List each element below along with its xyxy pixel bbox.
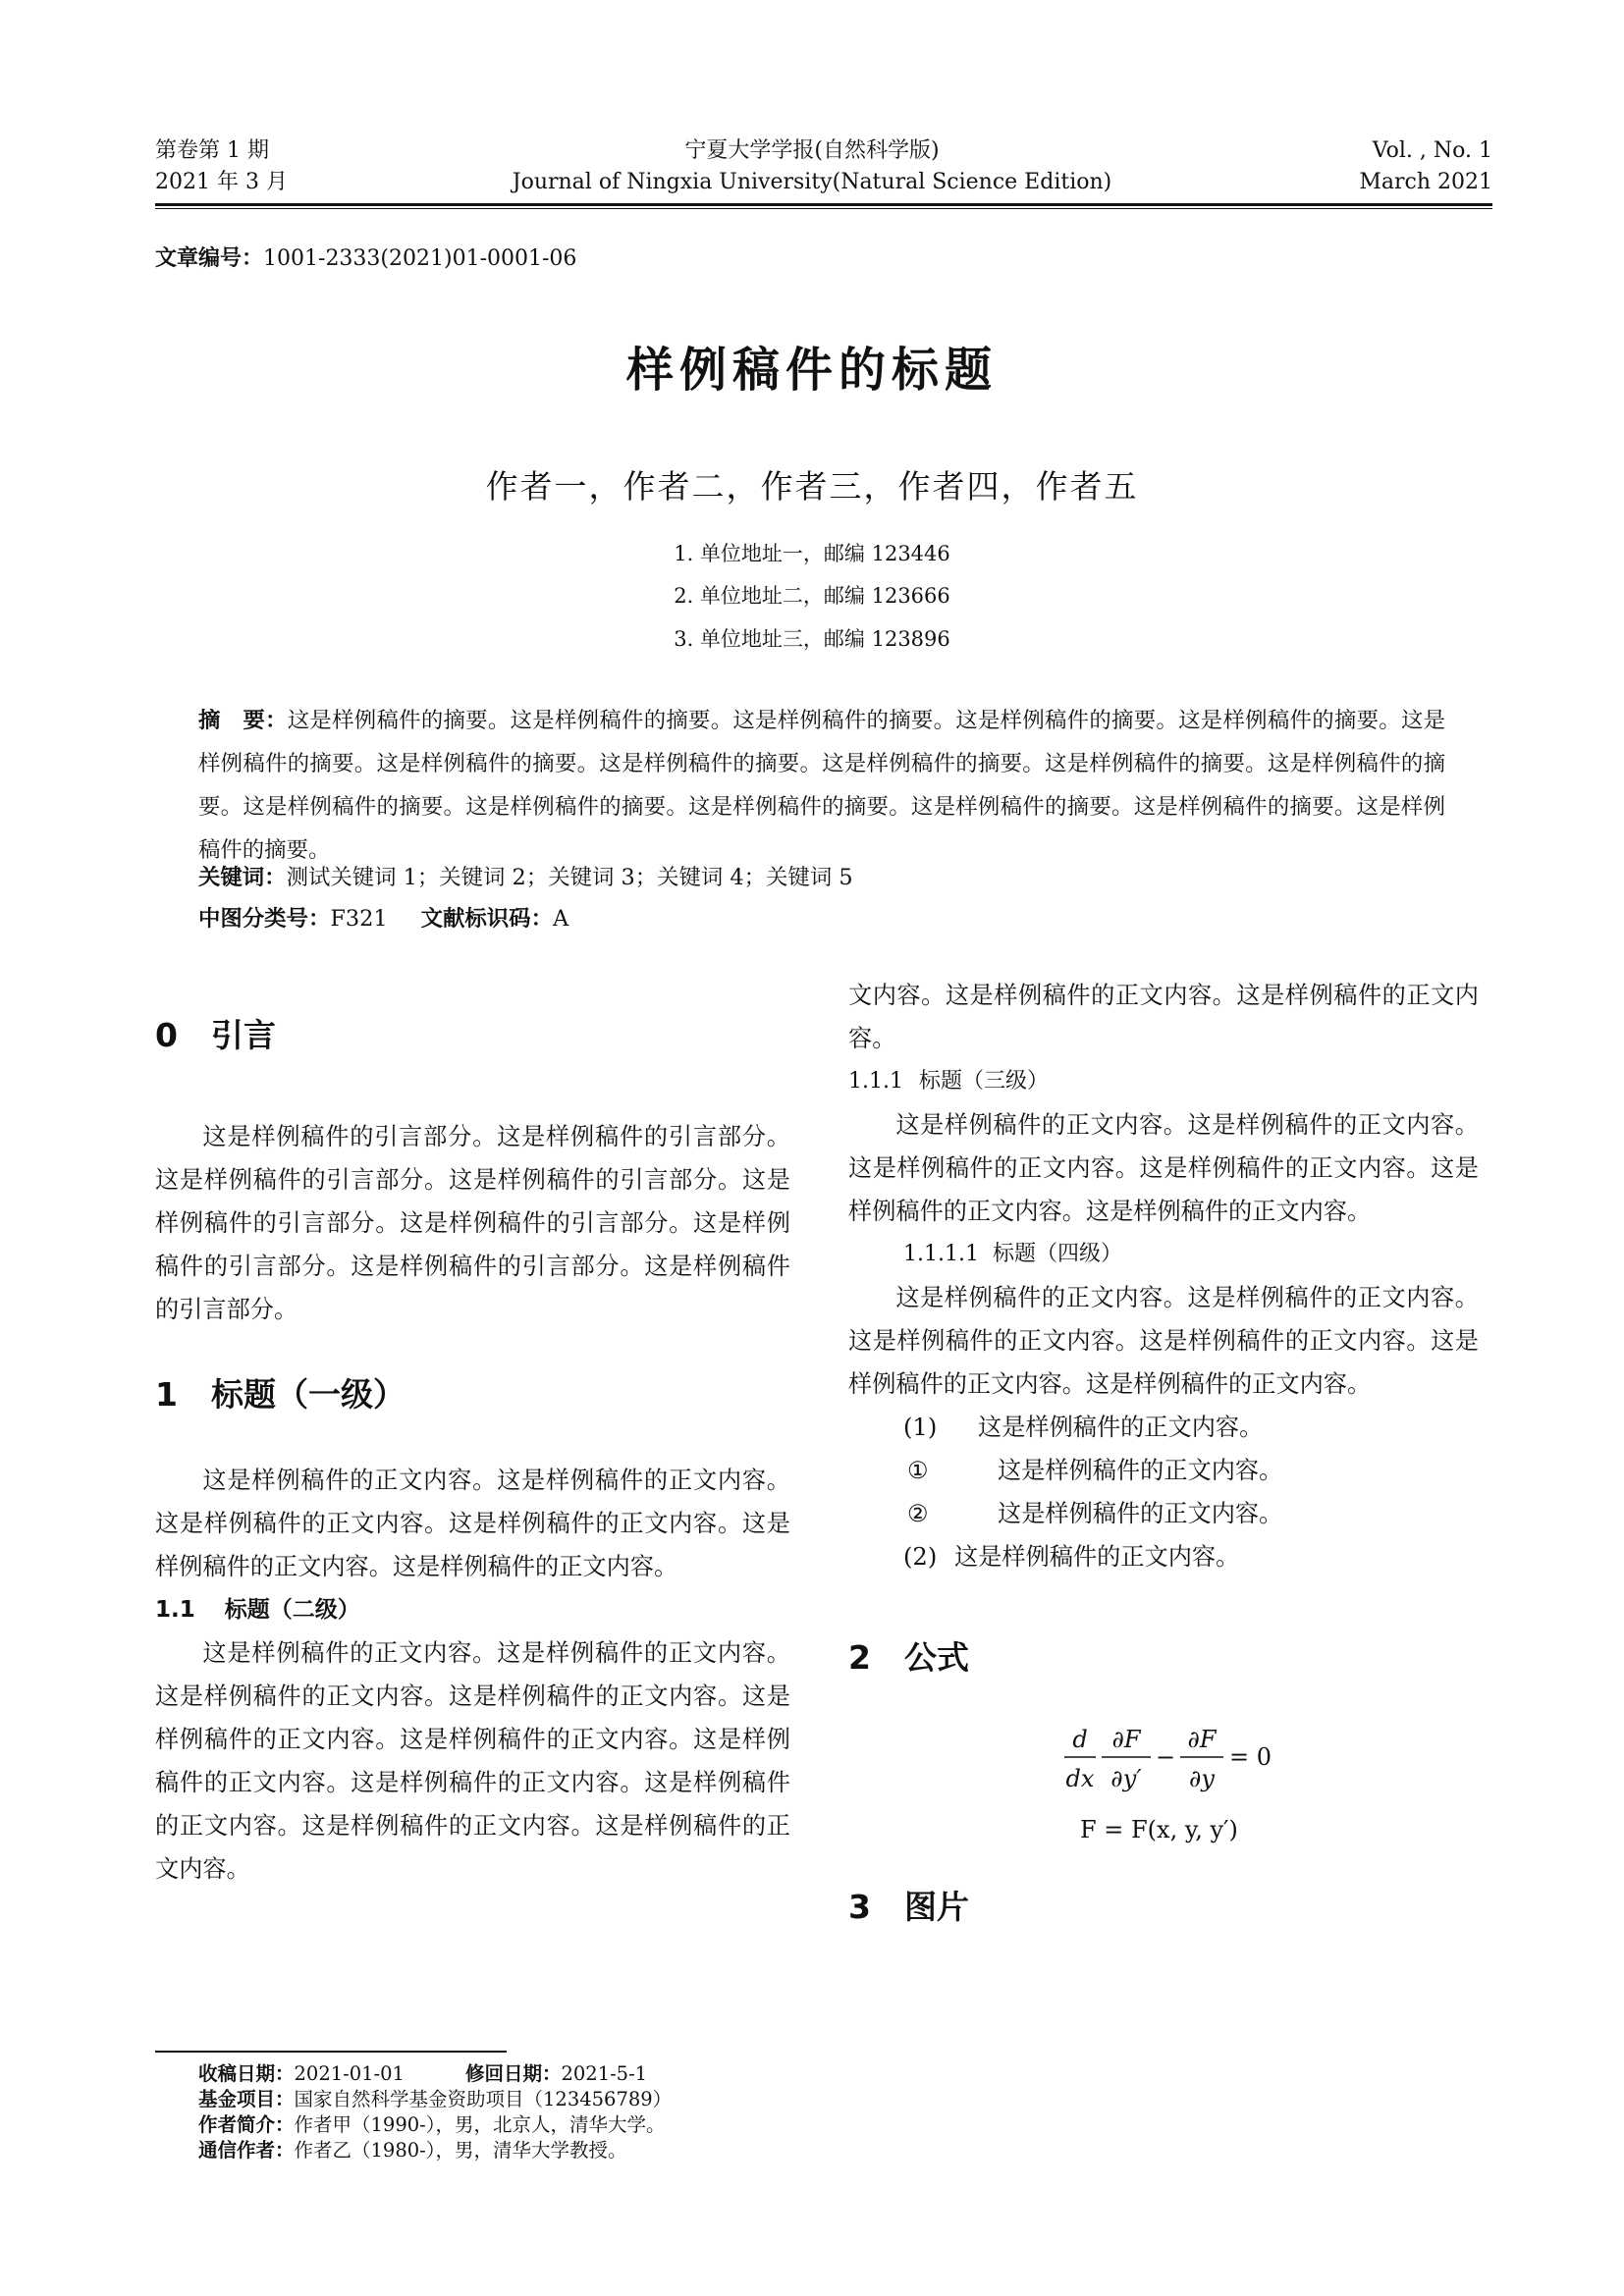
body-paragraph: 这是样例稿件的正文内容。这是样例稿件的正文内容。这是样例稿件的正文内容。这是样例稿件的正文内容。这是样例稿件的正文内容。这是样例稿件的正文内容。 <box>155 1467 790 1580</box>
section-number: 2 <box>848 1638 871 1677</box>
eq-numerator-dF-2: ∂F <box>1187 1726 1217 1753</box>
equation-euler-lagrange <box>848 1710 1479 1857</box>
doc-code-value: A <box>552 906 569 932</box>
list-marker: ① <box>907 1457 929 1484</box>
abstract <box>198 699 1445 872</box>
heading-section-1-1-1 <box>848 1060 1479 1103</box>
list-item <box>848 1492 1479 1535</box>
list-marker: ② <box>907 1500 929 1527</box>
section-number: 1 <box>155 1375 178 1414</box>
eq-minus: − <box>1155 1743 1176 1771</box>
eq-denominator-dyprime: ∂y′ <box>1110 1765 1142 1792</box>
intro-paragraph: 这是样例稿件的引言部分。这是样例稿件的引言部分。这是样例稿件的引言部分。这是样例稿件的引言部分。这是样例稿件的引言部分。这是样例稿件的引言部分。这是样例稿件的引言部分。这是样例稿件的引言部分。这是样例稿件的引言部分。 <box>155 1123 790 1323</box>
corr-label: 通信作者： <box>198 2139 295 2162</box>
doc-code-label: 文献标识码： <box>420 906 553 932</box>
fund-label: 基金项目： <box>198 2088 295 2110</box>
received-date: 2021-01-01 <box>294 2062 405 2085</box>
body-paragraph: 这是样例稿件的正文内容。这是样例稿件的正文内容。这是样例稿件的正文内容。这是样例稿件的正文内容。这是样例稿件的正文内容。这是样例稿件的正文内容。这是样例稿件的正文内容。这是样例稿件的正文内容。这是样例稿件的正文内容。这是样例稿件的正文内容。这是样例稿件的正文内容。 <box>155 1639 790 1883</box>
eq-denominator-dx: dx <box>1065 1765 1095 1792</box>
body-paragraph: 这是样例稿件的正文内容。这是样例稿件的正文内容。这是样例稿件的正文内容。这是样例稿件的正文内容。这是样例稿件的正文内容。这是样例稿件的正文内容。 <box>848 1284 1479 1398</box>
section-title: 标题（一级） <box>210 1375 406 1414</box>
list-marker: (1) <box>903 1414 938 1441</box>
volume-date: March 2021 <box>1359 170 1492 194</box>
body-paragraph: 这是样例稿件的正文内容。这是样例稿件的正文内容。这是样例稿件的正文内容。这是样例稿件的正文内容。这是样例稿件的正文内容。这是样例稿件的正文内容。 <box>848 1111 1479 1225</box>
journal-name-cn: 宁夏大学学报(自然科学版) <box>684 138 940 163</box>
received-label: 收稿日期： <box>198 2062 295 2085</box>
list-text: 这是样例稿件的正文内容。 <box>978 1414 1264 1441</box>
left-column <box>155 999 790 1891</box>
header-right <box>1359 135 1492 198</box>
right-column <box>848 974 1479 1944</box>
list-text: 这是样例稿件的正文内容。 <box>954 1543 1240 1571</box>
affiliation-2: 2. 单位地址二，邮编 123666 <box>674 584 950 608</box>
fund-text: 国家自然科学基金资助项目（123456789） <box>294 2088 673 2110</box>
keywords-label: 关键词： <box>198 865 287 890</box>
list-item <box>848 1535 1479 1578</box>
equation-block <box>848 1710 1479 1857</box>
heading-section-3 <box>848 1871 1479 1944</box>
keywords <box>198 856 853 899</box>
body-paragraph-continued: 文内容。这是样例稿件的正文内容。这是样例稿件的正文内容。 <box>848 982 1479 1052</box>
volume-label: Vol. , No. 1 <box>1372 138 1492 163</box>
revised-label: 修回日期： <box>464 2062 562 2085</box>
heading-section-1 <box>155 1359 790 1431</box>
bio-label: 作者简介： <box>198 2113 295 2136</box>
eq-equals-zero: = 0 <box>1229 1743 1272 1771</box>
article-number <box>155 241 576 272</box>
footnote-dates <box>198 2061 647 2087</box>
section-title: 图片 <box>903 1888 969 1926</box>
revised-date: 2021-5-1 <box>561 2062 648 2085</box>
article-number-value: 1001-2333(2021)01-0001-06 <box>263 246 577 271</box>
keywords-value: 测试关键词 1；关键词 2；关键词 3；关键词 4；关键词 5 <box>286 865 853 890</box>
heading-section-0 <box>155 999 790 1072</box>
journal-name-en: Journal of Ningxia University(Natural Science Edition) <box>512 170 1112 194</box>
clc-value: F321 <box>330 906 388 932</box>
section-title: 标题（三级） <box>918 1069 1049 1094</box>
section-title: 标题（四级） <box>992 1242 1122 1266</box>
list-item <box>848 1406 1479 1449</box>
eq-line-2: F = F(x, y, y′) <box>1080 1816 1238 1843</box>
footnote-fund <box>198 2087 672 2112</box>
eq-denominator-dy: ∂y <box>1189 1765 1215 1792</box>
header-rule-thin <box>155 208 1492 209</box>
article-number-label: 文章编号： <box>155 246 264 271</box>
heading-section-2 <box>848 1622 1479 1694</box>
paper-title: 样例稿件的标题 <box>625 343 998 398</box>
eq-numerator-dF: ∂F <box>1111 1726 1141 1753</box>
section-title: 标题（二级） <box>224 1597 360 1623</box>
list-text: 这是样例稿件的正文内容。 <box>998 1457 1283 1484</box>
heading-section-1-1-1-1 <box>848 1233 1479 1276</box>
eq-numerator-d: d <box>1072 1726 1088 1753</box>
issue-label: 第卷第 1 期 <box>155 138 269 163</box>
affiliation-1: 1. 单位地址一，邮编 123446 <box>674 542 950 565</box>
corr-text: 作者乙（1980-），男，清华大学教授。 <box>294 2139 627 2162</box>
footnote-correspondence <box>198 2138 626 2163</box>
section-number: 1.1 <box>155 1597 195 1623</box>
issue-date: 2021 年 3 月 <box>155 170 288 194</box>
bio-text: 作者甲（1990-），男，北京人，清华大学。 <box>294 2113 666 2136</box>
list-marker: (2) <box>903 1543 938 1571</box>
author-list: 作者一，作者二，作者三，作者四，作者五 <box>485 467 1139 506</box>
classification <box>198 897 568 940</box>
section-number: 1.1.1.1 <box>903 1242 979 1266</box>
abstract-text: 这是样例稿件的摘要。这是样例稿件的摘要。这是样例稿件的摘要。这是样例稿件的摘要。这是样例稿件的摘要。这是样例稿件的摘要。这是样例稿件的摘要。这是样例稿件的摘要。这是样例稿件的摘要。这是样例稿件的摘要。这是样例稿件的摘要。这是样例稿件的摘要。这是样例稿件的摘要。这是样例稿件的摘要。这是样例稿件的摘要。这是样例稿件的摘要。这是样例稿件的摘要。 <box>198 708 1446 863</box>
header-left <box>155 135 288 198</box>
section-number: 1.1.1 <box>848 1069 903 1094</box>
header-center <box>513 135 1111 198</box>
section-number: 0 <box>155 1016 178 1054</box>
footnote-bio <box>198 2112 665 2138</box>
footnote-rule <box>155 2051 507 2053</box>
section-title: 引言 <box>210 1016 276 1054</box>
affiliation-3: 3. 单位地址三，邮编 123896 <box>674 627 950 651</box>
header-rule-thick <box>155 203 1492 206</box>
section-number: 3 <box>848 1888 871 1926</box>
section-title: 公式 <box>903 1638 969 1677</box>
abstract-label: 摘 要： <box>198 708 288 733</box>
clc-label: 中图分类号： <box>198 906 331 932</box>
list-item <box>848 1449 1479 1492</box>
list-text: 这是样例稿件的正文内容。 <box>998 1500 1283 1527</box>
heading-section-1-1 <box>155 1588 790 1631</box>
